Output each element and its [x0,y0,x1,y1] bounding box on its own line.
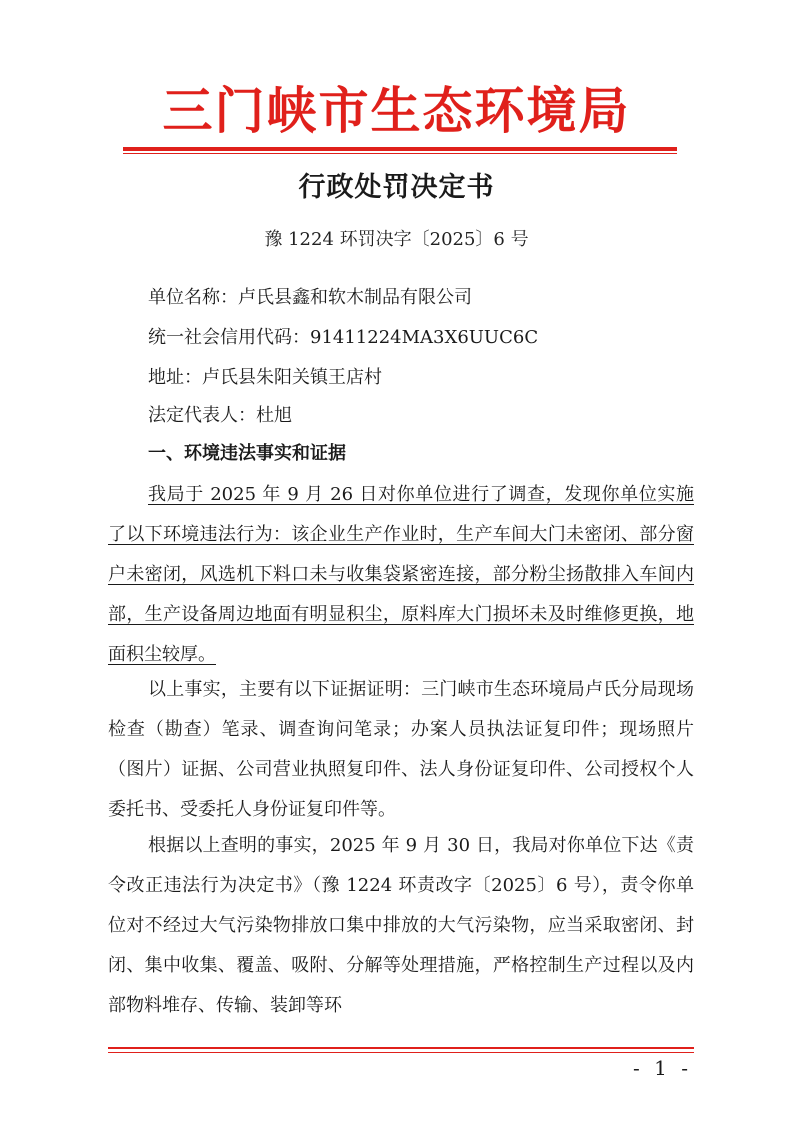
letterhead-rule-thin [123,153,677,154]
party-credit-code: 统一社会信用代码：91411224MA3X6UUC6C [148,327,539,348]
section-heading-violation-facts: 一、环境违法事实和证据 [148,443,346,464]
letterhead-rule-thick [123,147,677,151]
correction-order-paragraph: 根据以上查明的事实，2025 年 9 月 30 日，我局对你单位下达《责令改正违法行为决定书》（豫 1224 环责改字〔2025〕6 号），责令你单位对不经过大气污染物排放口集中排放的大气污染物，应当采取密闭、封闭、集中收集、覆盖、吸附、分解等处理措施，严格控制生产过程以及内部物料堆存、传输、装卸等环 [108,835,694,1016]
document-number: 豫 1224 环罚决字〔2025〕6 号 [264,229,529,250]
footer-rule-thick [108,1047,694,1049]
evidence-paragraph: 以上事实，主要有以下证据证明：三门峡市生态环境局卢氏分局现场检查（勘查）笔录、调查询问笔录；办案人员执法证复印件；现场照片（图片）证据、公司营业执照复印件、法人身份证复印件、公司授权个人委托书、受委托人身份证复印件等。 [108,679,694,820]
party-legal-representative: 法定代表人：杜旭 [148,405,292,426]
document-title: 行政处罚决定书 [298,172,495,203]
footer-rule-thin [108,1052,694,1053]
page-number: - 1 - [633,1056,692,1080]
party-name: 单位名称：卢氏县鑫和软木制品有限公司 [148,287,472,308]
letterhead-org-name: 三门峡市生态环境局 [162,81,631,140]
party-address: 地址：卢氏县朱阳关镇王店村 [148,367,382,388]
violation-facts-paragraph: 我局于 2025 年 9 月 26 日对你单位进行了调查，发现你单位实施了以下环境违法行为：该企业生产作业时，生产车间大门未密闭、部分窗户未密闭，风选机下料口未与收集袋紧密连接，部分粉尘扬散排入车间内部，生产设备周边地面有明显积尘，原料库大门损坏未及时维修更换，地面积尘较厚。 [108,484,694,665]
